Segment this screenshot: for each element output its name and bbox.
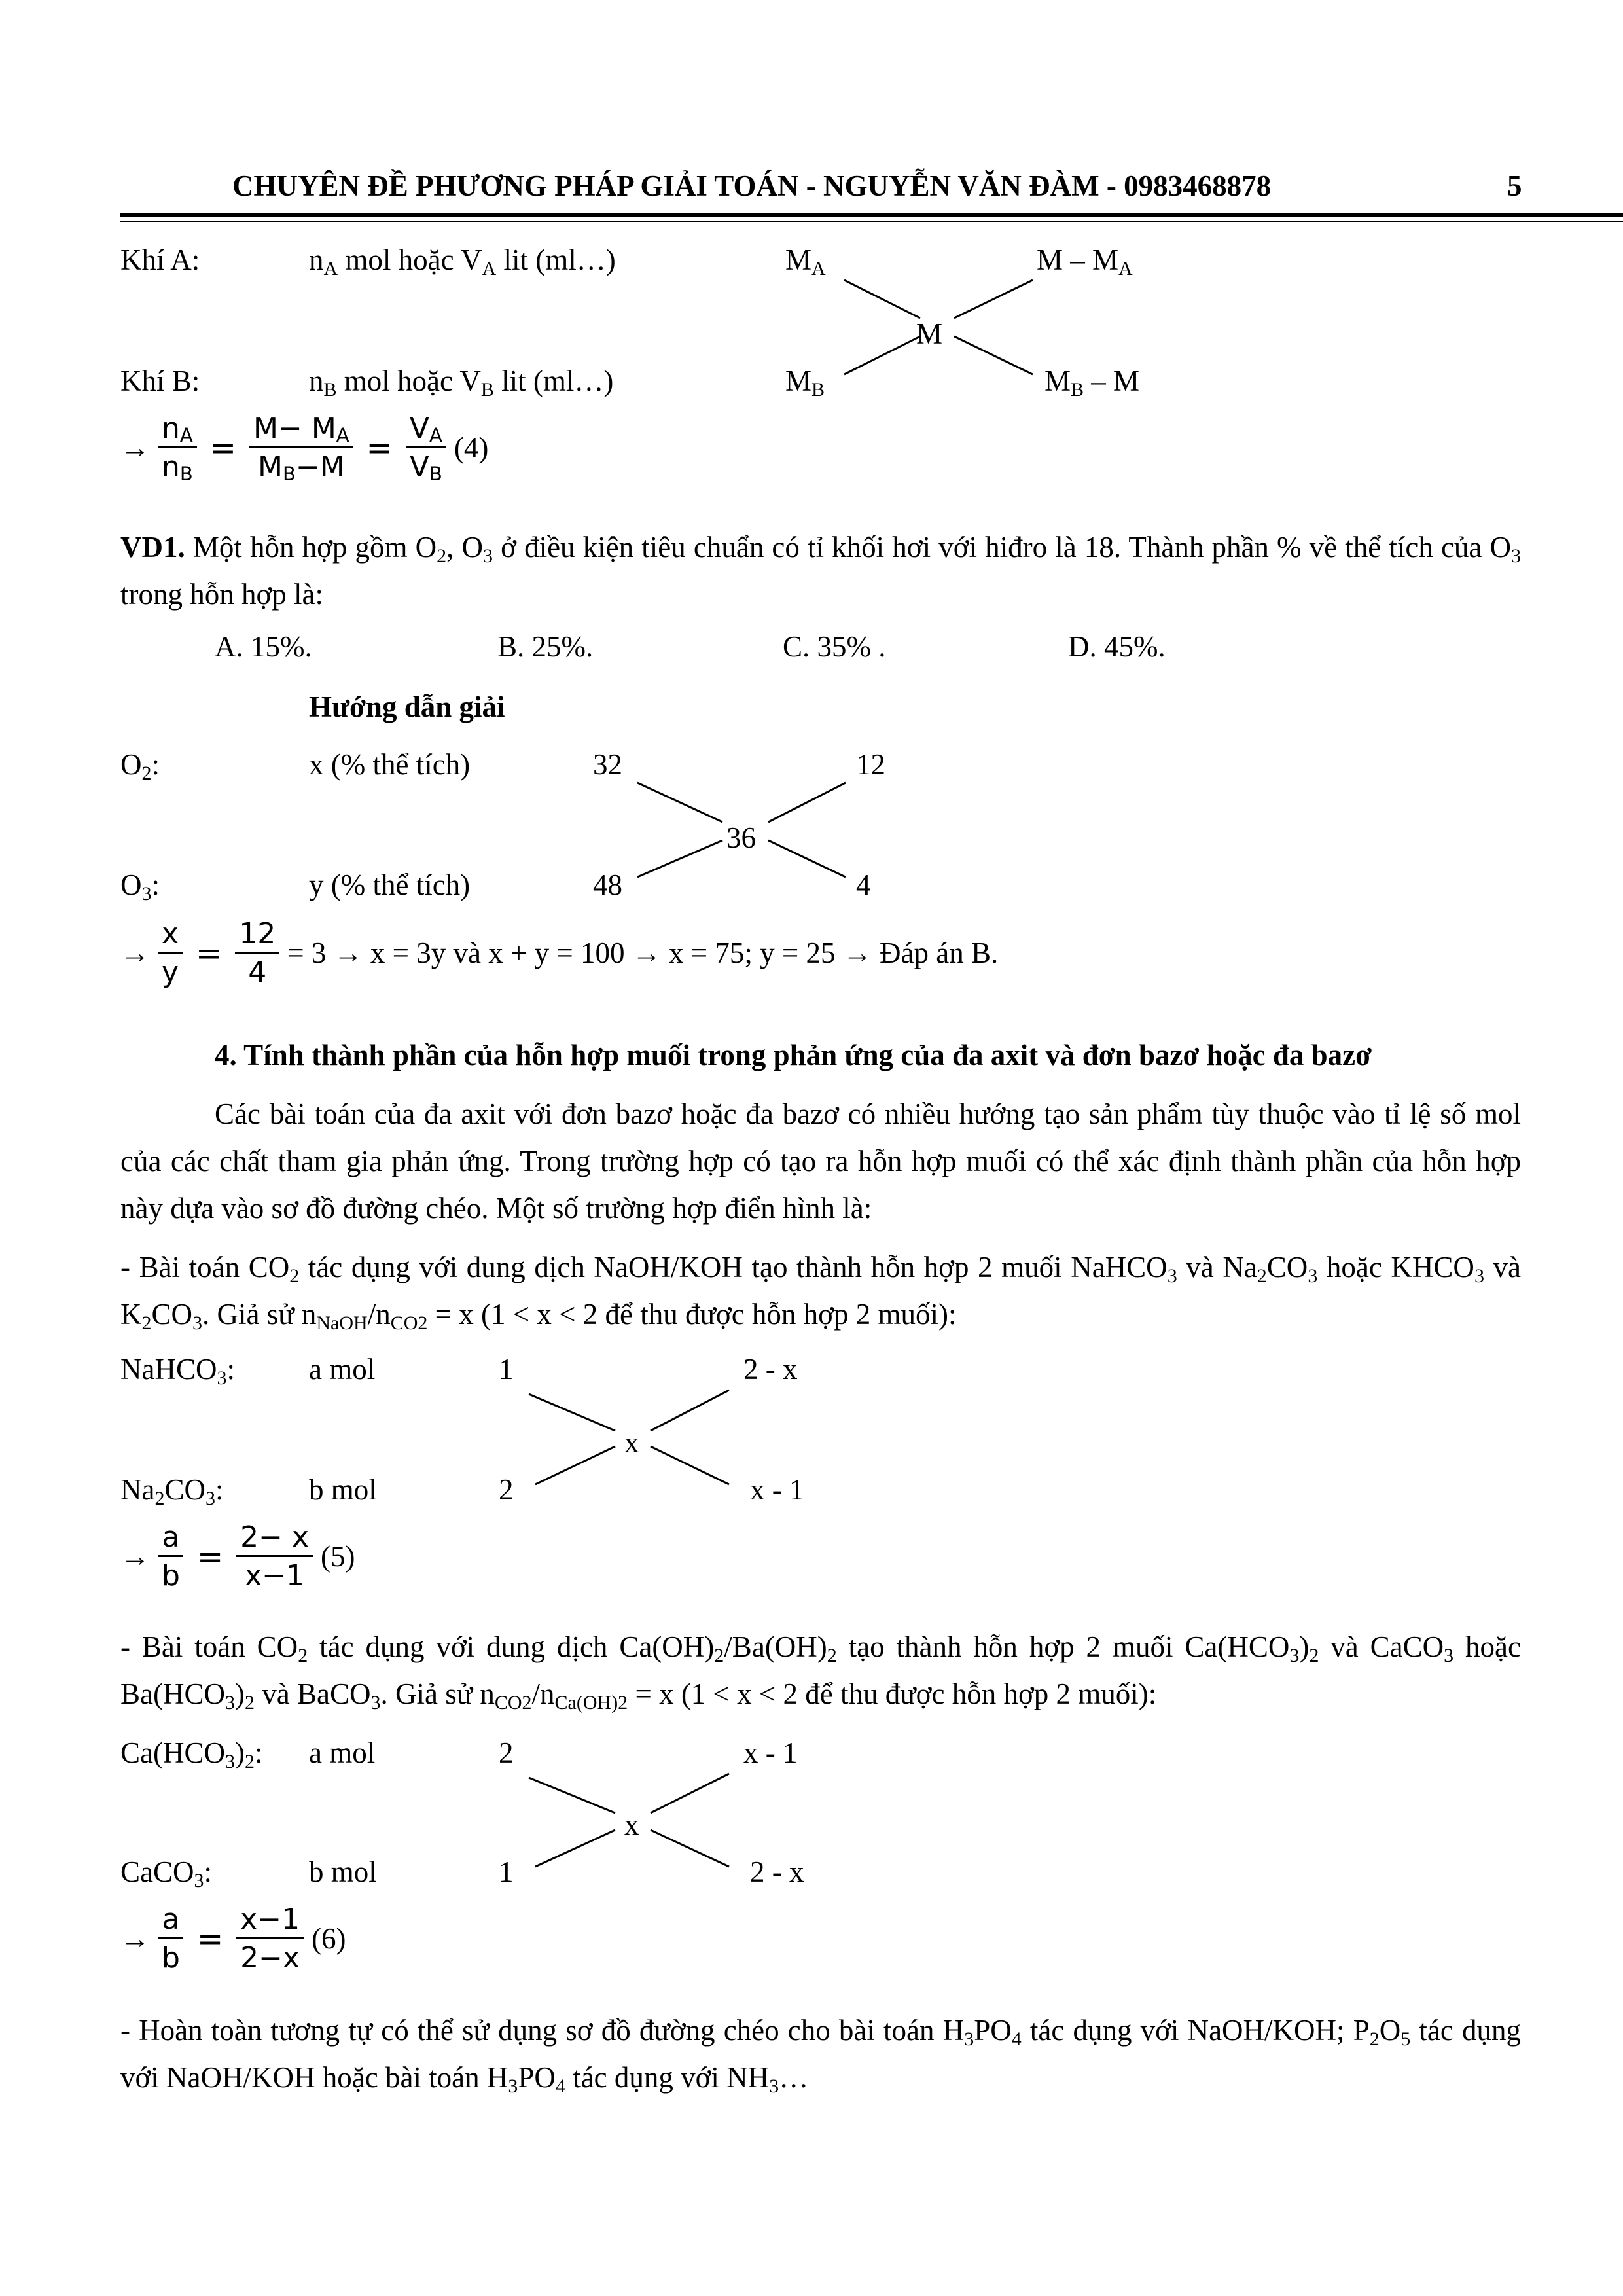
diagram3-right-bottom: x - 1 (750, 1473, 804, 1506)
diagram3-line-bl (535, 1446, 615, 1484)
diagram1-right-bottom: $M_B$ – M (1044, 365, 1140, 401)
gas-b-label: Khí B: (120, 365, 200, 397)
diagram1-line-br (954, 336, 1033, 374)
option-a: A. 15%. (215, 630, 312, 663)
diagram4-line-tr (651, 1774, 729, 1813)
diagram2-right-top: 12 (856, 748, 885, 781)
diagram2-line-bl (637, 840, 722, 877)
example-question: Một hỗn hợp gồm $O_2$, $O_3$ ở điều kiện tiêu chuẩn có tỉ khối hơi với hiđro là 18. Thành phần % về thể tích của $O_3$ trong hỗn hợp là: (120, 531, 1522, 611)
formula-4: → $\frac{n_A}{n_B}$ = $\frac{M- M_A}{M_B-M}$ = $\frac{V_A}{V_B}$ (4) (120, 412, 489, 486)
fraction-na-nb: $\frac{n_A}{n_B}$ (158, 414, 197, 482)
section-4-heading: 4. Tính thành phần của hỗn hợp muối trong phản ứng của đa axit và đơn bazơ hoặc đa bazơ (215, 1039, 1372, 1071)
option-d: D. 45%. (1068, 630, 1166, 663)
diagram3-center: x (624, 1426, 639, 1459)
diagram4-right-bottom: 2 - x (750, 1856, 804, 1888)
solution-heading: Hướng dẫn giải (309, 691, 505, 723)
nahco3-amount: a mol (309, 1353, 376, 1386)
diagram3-line-tr (651, 1390, 729, 1431)
diagram2-left-top: 32 (593, 748, 622, 781)
diagram3-line-tl (529, 1394, 615, 1431)
diagram2-center: 36 (726, 821, 756, 854)
arrow-symbol: → (120, 431, 150, 465)
fraction-2x-x1: $\frac{2- x}{x-1}$ (236, 1522, 313, 1591)
case-2-text: - Bài toán $CO_2$ tác dụng với dung dịch $Ca(OH)_2/Ba(OH)_2$ tạo thành hỗn hợp 2 muối $Ca(HCO_3)_2$ và CaCO$_3$ hoặc $Ba(HCO_3)_2$ và BaCO$_3$. Giả sử $n_{CO2}/n_{Ca(OH)2} = x$ (1 < x < 2 để thu được hỗn hợp 2 muối): (120, 1630, 1521, 1713)
diagram3-left-top: 1 (499, 1353, 514, 1386)
formula-6: → $\frac{a}{b}$ = $\frac{x-1}{2-x}$ (6) (120, 1903, 346, 1975)
section-4-intro: Các bài toán của đa axit với đơn bazơ hoặc đa bazơ có nhiều hướng tạo sản phẩm tùy thuộc vào tỉ lệ số mol của các chất tham gia phản ứng. Trong trường hợp có tạo ra hỗn hợp muối có thể xác định thành phần của hỗn hợp này dựa vào sơ đồ đường chéo. Một số trường hợp điển hình là: (120, 1098, 1521, 1225)
cahco3-label: $Ca(HCO_3)_2$: (120, 1736, 263, 1772)
diagram2-right-bottom: 4 (856, 869, 871, 901)
diagram3-line-br (651, 1446, 729, 1484)
na2co3-label: $Na_2CO_3$: (120, 1473, 224, 1509)
diagram1-line-tl (844, 280, 920, 318)
caco3-amount: b mol (309, 1856, 377, 1888)
fraction-a-b: $\frac{a}{b}$ (158, 1905, 184, 1973)
case-1-text: - Bài toán $CO_2$ tác dụng với dung dịch NaOH/KOH tạo thành hỗn hợp 2 muối NaHCO$_3$ và $Na_2CO_3$ hoặc $KHCO_3$ và $K_2CO_3$. Giả sử $n_{NaOH}/n_{CO2} = x$ (1 < x < 2 để thu được hỗn hợp 2 muối): (120, 1251, 1521, 1334)
fraction-x-y: $\frac{x}{y}$ (158, 919, 183, 988)
o3-label: $O_3$: (120, 869, 160, 905)
o3-amount: y (% thể tích) (309, 869, 471, 901)
arrow-symbol: → (120, 937, 150, 970)
formula-tag-5: (5) (321, 1540, 355, 1573)
diagram2-line-tr (768, 783, 846, 822)
cahco3-amount: a mol (309, 1736, 376, 1769)
diagram1-left-bottom: $M_B$ (785, 365, 825, 401)
solution-formula: → $\frac{x}{y}$ = $\frac{12}{4}$ = 3 → x = 3y và x + y = 100 → x = 75; y = 25 → Đáp án B. (120, 917, 999, 990)
page-number: 5 (1507, 170, 1522, 202)
diagram2-line-tl (637, 783, 722, 822)
diagram1-line-bl (844, 336, 920, 374)
diagram3-left-bottom: 2 (499, 1473, 514, 1506)
diagram1-left-top: $M_A$ (785, 243, 826, 279)
gas-a-amount: $n_A$ mol hoặc $V_A$ lit (ml…) (309, 243, 616, 279)
option-c: C. 35% . (783, 630, 886, 663)
diagram4-left-bottom: 1 (499, 1856, 514, 1888)
example-label: VD1. (120, 531, 185, 564)
diagram4-line-tl (529, 1778, 615, 1813)
solution-result: = 3 → x = 3y và x + y = 100 → x = 75; y = 25 → Đáp án B. (287, 937, 999, 970)
page-header-title: CHUYÊN ĐỀ PHƯƠNG PHÁP GIẢI TOÁN - NGUYỄN VĂN ĐÀM - 0983468878 (232, 170, 1272, 202)
diagram4-line-br (651, 1830, 729, 1867)
diagram2-line-br (768, 840, 846, 877)
fraction-a-b: $\frac{a}{b}$ (158, 1522, 184, 1591)
diagram4-right-top: x - 1 (743, 1736, 798, 1769)
gas-a-label: Khí A: (120, 243, 200, 276)
formula-tag-6: (6) (312, 1922, 346, 1956)
diagram4-line-bl (535, 1830, 615, 1867)
caco3-label: CaCO$_3$: (120, 1856, 213, 1892)
gas-b-amount: $n_B$ mol hoặc $V_B$ lit (ml…) (309, 365, 614, 401)
fraction-12-4: $\frac{12}{4}$ (235, 919, 279, 988)
diagram1-center: M (916, 317, 943, 350)
na2co3-amount: b mol (309, 1473, 377, 1506)
formula-tag-4: (4) (454, 431, 489, 465)
diagram2-left-bottom: 48 (593, 869, 622, 901)
diagram1-line-tr (954, 280, 1033, 318)
fraction-va-vb: $\frac{V_A}{V_B}$ (406, 414, 446, 482)
case-3-text: - Hoàn toàn tương tự có thể sử dụng sơ đồ đường chéo cho bài toán $H_3PO_4$ tác dụng với NaOH/KOH; $P_2O_5$ tác dụng với NaOH/KOH hoặc bài toán $H_3PO_4$ tác dụng với $NH_3\dots$ (120, 2014, 1521, 2097)
arrow-symbol: → (120, 1540, 150, 1573)
o2-amount: x (% thể tích) (309, 748, 471, 781)
diagram3-right-top: 2 - x (743, 1353, 798, 1386)
diagram4-center: x (624, 1808, 639, 1841)
o2-label: $O_2$: (120, 748, 160, 784)
nahco3-label: NaHCO$_3$: (120, 1353, 235, 1389)
option-b: B. 25%. (497, 630, 594, 663)
diagram1-right-top: M – $M_A$ (1037, 243, 1133, 279)
arrow-symbol: → (120, 1922, 150, 1956)
diagram4-left-top: 2 (499, 1736, 514, 1769)
fraction-x1-2x: $\frac{x-1}{2-x}$ (236, 1905, 304, 1973)
formula-5: → $\frac{a}{b}$ = $\frac{2- x}{x-1}$ (5) (120, 1520, 355, 1593)
fraction-molar-mass: $\frac{M- M_A}{M_B-M}$ (249, 414, 353, 482)
